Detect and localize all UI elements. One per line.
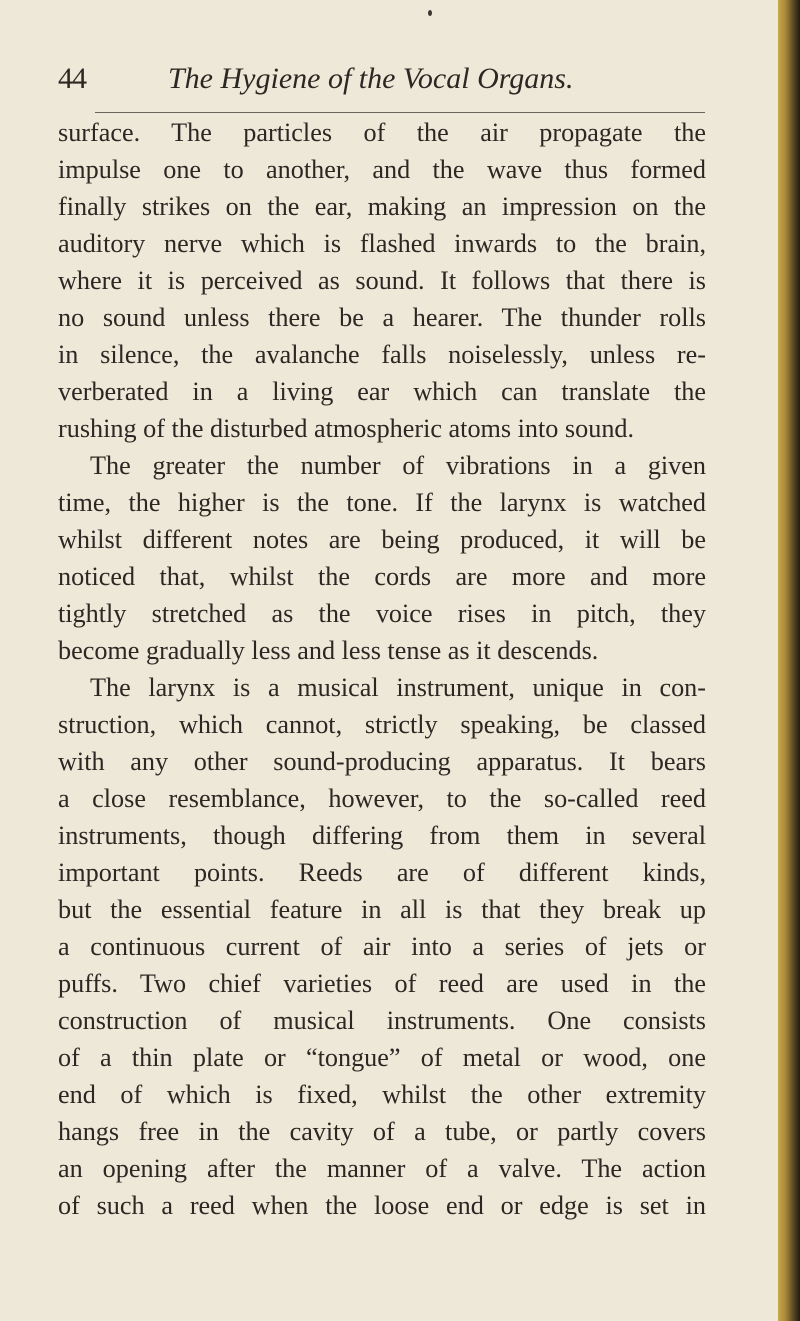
text-line: whilst different notes are being produced, it will be	[58, 525, 706, 554]
header-rule	[95, 112, 705, 113]
text-line: impulse one to another, and the wave thus formed	[58, 155, 706, 184]
text-line: with any other sound-producing apparatus. It bears	[58, 747, 706, 776]
text-line: surface. The particles of the air propagate the	[58, 118, 706, 147]
body-text	[58, 114, 706, 1224]
text-line: important points. Reeds are of different kinds,	[58, 858, 706, 887]
text-line: a continuous current of air into a series of jets or	[58, 932, 706, 961]
text-line: an opening after the manner of a valve. The action	[58, 1154, 706, 1183]
text-line: auditory nerve which is flashed inwards to the brain,	[58, 229, 706, 258]
text-line: become gradually less and less tense as it descends.	[58, 636, 599, 665]
page-number: 44	[58, 62, 86, 95]
text-line: struction, which cannot, strictly speaking, be classed	[58, 710, 706, 739]
text-line: a close resemblance, however, to the so-called reed	[58, 784, 706, 813]
text-line: end of which is fixed, whilst the other extremity	[58, 1080, 706, 1109]
text-line: no sound unless there be a hearer. The thunder rolls	[58, 303, 706, 332]
text-line: of a thin plate or “tongue” of metal or wood, one	[58, 1043, 706, 1072]
text-line: The larynx is a musical instrument, unique in con-	[90, 673, 706, 702]
gilt-page-edge	[778, 0, 800, 1321]
text-line: but the essential feature in all is that they break up	[58, 895, 706, 924]
text-line: verberated in a living ear which can translate the	[58, 377, 706, 406]
text-line: instruments, though differing from them in several	[58, 821, 706, 850]
text-line: of such a reed when the loose end or edge is set in	[58, 1191, 706, 1220]
text-line: The greater the number of vibrations in a given	[90, 451, 706, 480]
text-line: rushing of the disturbed atmospheric atoms into sound.	[58, 414, 635, 443]
text-line: in silence, the avalanche falls noiselessly, unless re-	[58, 340, 706, 369]
text-line: tightly stretched as the voice rises in pitch, they	[58, 599, 706, 628]
text-line: where it is perceived as sound. It follows that there is	[58, 266, 706, 295]
text-line: time, the higher is the tone. If the larynx is watched	[58, 488, 706, 517]
text-line: construction of musical instruments. One consists	[58, 1006, 706, 1035]
text-line: noticed that, whilst the cords are more and more	[58, 562, 706, 591]
text-line: finally strikes on the ear, making an impression on the	[58, 192, 706, 221]
text-line: puffs. Two chief varieties of reed are used in the	[58, 969, 706, 998]
running-title: The Hygiene of the Vocal Organs.	[168, 62, 574, 95]
running-header	[58, 58, 698, 108]
ink-speck	[428, 10, 432, 16]
text-line: hangs free in the cavity of a tube, or partly covers	[58, 1117, 706, 1146]
